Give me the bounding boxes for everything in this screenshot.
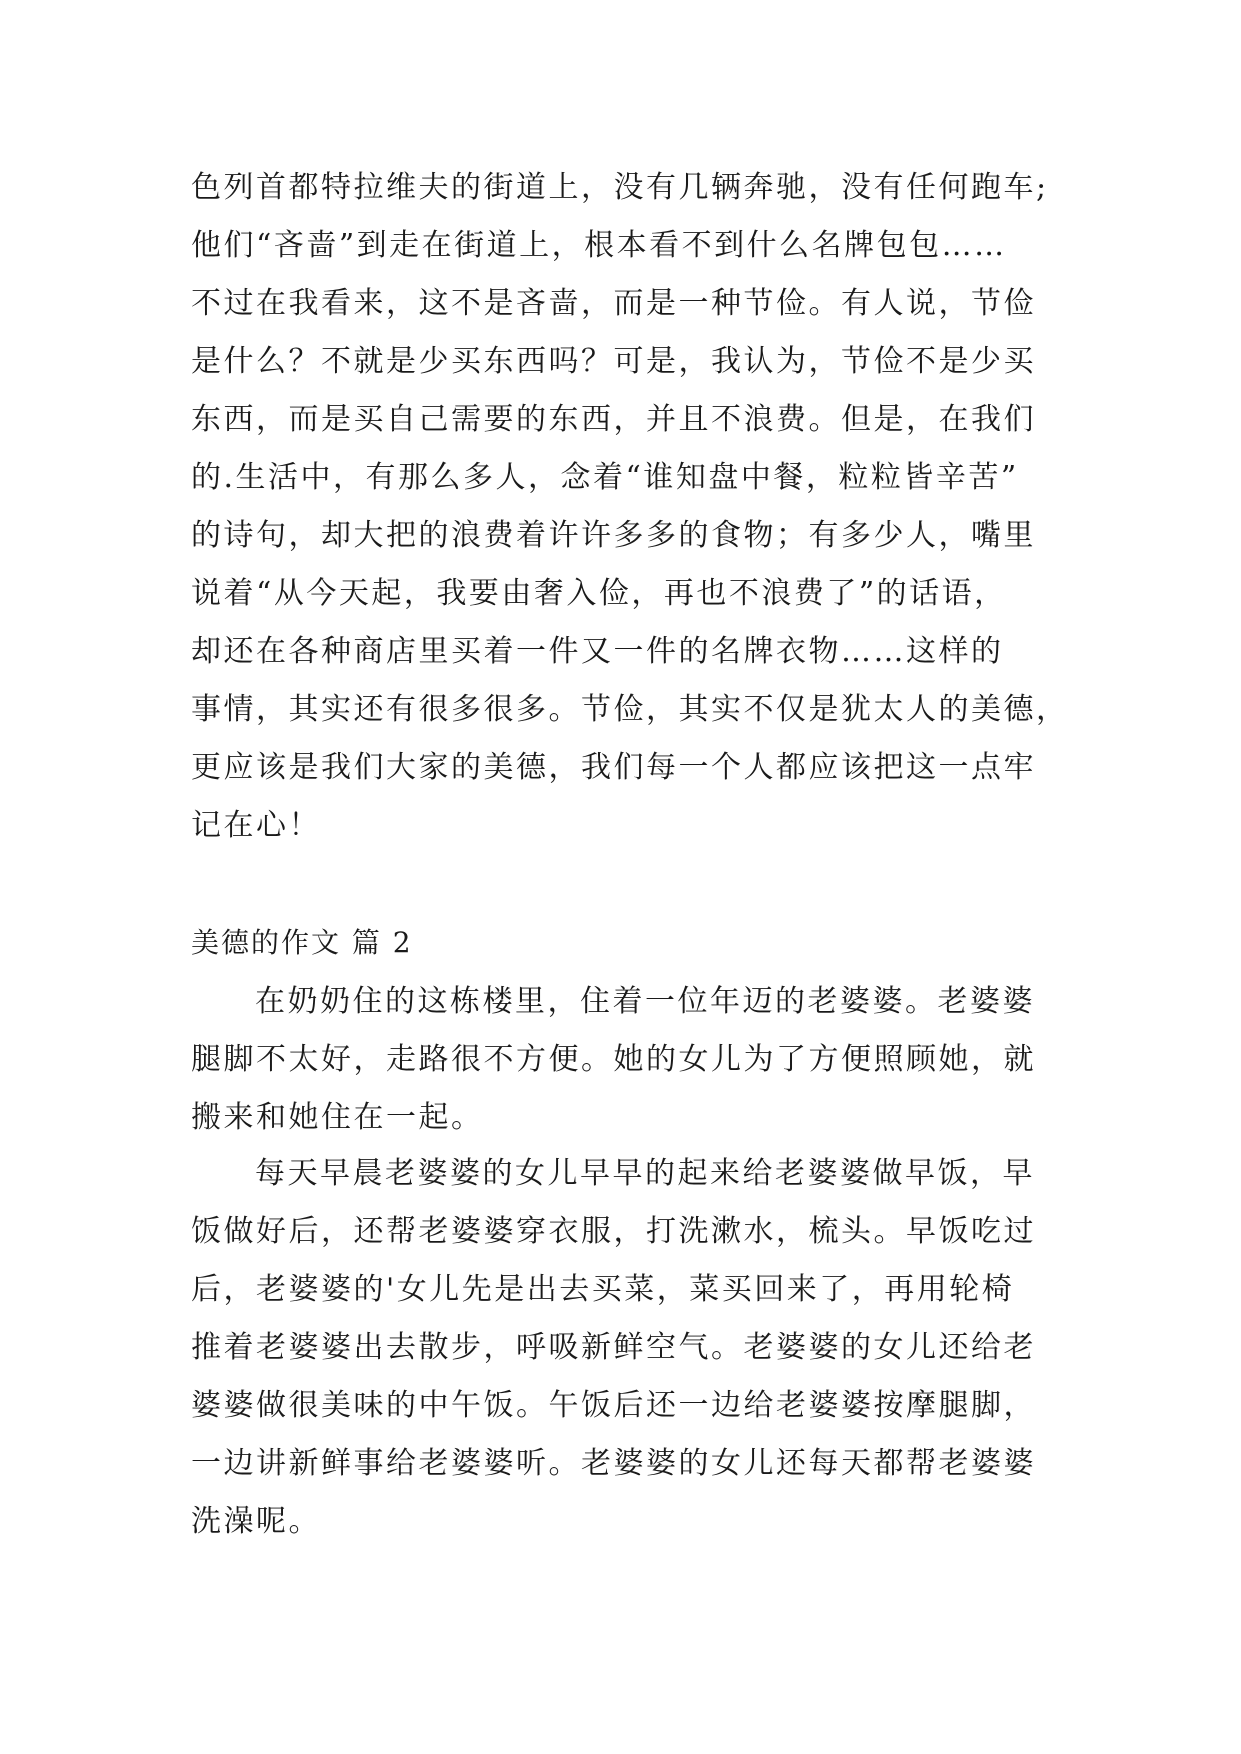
text-line: 是什么？不就是少买东西吗？可是，我认为，节俭不是少买 [191,344,1036,379]
text-line: 腿脚不太好，走路很不方便。她的女儿为了方便照顾她，就 [191,1042,1036,1077]
text-line: 的.生活中，有那么多人，念着“谁知盘中餐，粒粒皆辛苦” [191,460,1019,495]
paragraph-1 [191,973,1061,1147]
text-line: 搬来和她住在一起。 [191,1100,484,1135]
text-line: 说着“从今天起，我要由奢入俭，再也不浪费了”的话语， [191,576,1007,611]
text-line: 后，老婆婆的'女儿先是出去买菜，菜买回来了，再用轮椅 [191,1272,1015,1307]
paragraph-2 [191,1145,1061,1551]
section-heading: 美德的作文 篇 2 [191,926,413,959]
text-line: 更应该是我们大家的美德，我们每一个人都应该把这一点牢 [191,750,1036,785]
text-line: 在奶奶住的这栋楼里，住着一位年迈的老婆婆。老婆婆 [255,984,1035,1019]
text-line: 洗澡呢。 [191,1504,321,1539]
text-line: 婆婆做很美味的中午饭。午饭后还一边给老婆婆按摩腿脚， [191,1388,1036,1423]
text-line: 不过在我看来，这不是吝啬，而是一种节俭。有人说，节俭 [191,286,1036,321]
continued-paragraph [191,159,1069,855]
text-line: 每天早晨老婆婆的女儿早早的起来给老婆婆做早饭，早 [255,1156,1035,1191]
text-line: 一边讲新鲜事给老婆婆听。老婆婆的女儿还每天都帮老婆婆 [191,1446,1036,1481]
text-line: 的诗句，却大把的浪费着许许多多的食物；有多少人，嘴里 [191,518,1036,553]
text-line: 色列首都特拉维夫的街道上，没有几辆奔驰，没有任何跑车; [191,170,1049,205]
text-line: 却还在各种商店里买着一件又一件的名牌衣物……这样的 [191,634,1004,669]
text-line: 记在心！ [191,808,321,843]
text-line: 事情，其实还有很多很多。节俭，其实不仅是犹太人的美德， [191,692,1069,727]
text-line: 东西，而是买自己需要的东西，并且不浪费。但是，在我们 [191,402,1036,437]
text-line: 饭做好后，还帮老婆婆穿衣服，打洗漱水，梳头。早饭吃过 [191,1214,1036,1249]
text-line: 推着老婆婆出去散步，呼吸新鲜空气。老婆婆的女儿还给老 [191,1330,1036,1365]
text-line: 他们“吝啬”到走在街道上，根本看不到什么名牌包包…… [191,228,1007,263]
